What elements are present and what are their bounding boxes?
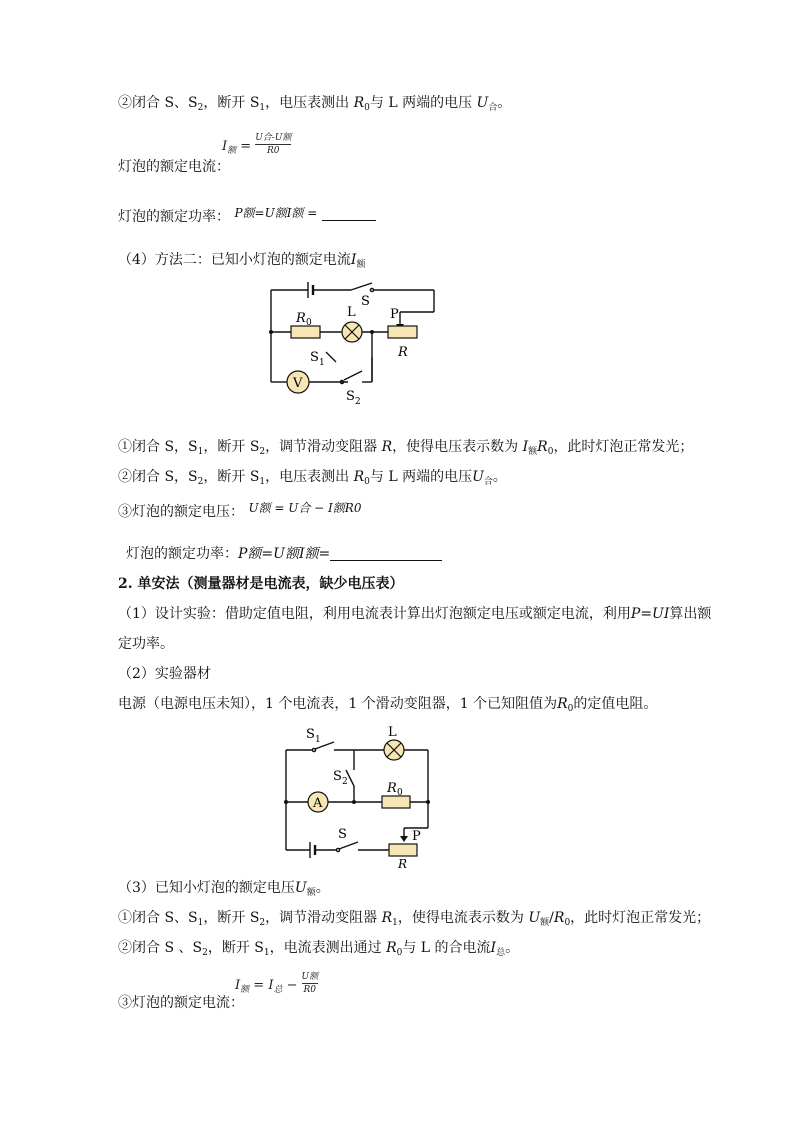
method1-step2: ②闭合 S、$S_2$，断开 $S_1$，电压表测出 $R_0$与 L 两端的电压 $U_合$。 [118, 95, 512, 113]
section2-materials-head: （2）实验器材 [118, 666, 211, 682]
svg-text:S: S [306, 727, 315, 742]
section2-design-cont: 定功率。 [118, 636, 174, 652]
method2-step2: ②闭合 S，$S_2$，断开 $S_1$，电压表测出 $R_0$与 L 两端的电压$U_合$。 [118, 469, 507, 487]
formula-rated-current-1: $I_额$ = U合-U额 R0 [222, 133, 292, 156]
svg-text:S: S [338, 827, 347, 842]
svg-text:S: S [361, 294, 370, 309]
svg-text:0: 0 [397, 788, 403, 798]
svg-text:S: S [333, 769, 342, 784]
section2-materials: 电源（电源电压未知），1 个电流表，1 个滑动变阻器，1 个已知阻值为$R_0$的定值电阻。 [118, 696, 658, 714]
method2-power: 灯泡的额定功率：P额=U额I额= [126, 544, 442, 564]
svg-text:1: 1 [319, 358, 325, 368]
section2-step3: ③灯泡的额定电流： [118, 995, 244, 1011]
svg-text:P: P [412, 829, 421, 844]
svg-text:S: S [310, 350, 319, 365]
method2-step3: ③灯泡的额定电压： U额 = U合 − I额R0 [118, 501, 362, 520]
svg-text:2: 2 [355, 397, 361, 407]
svg-text:L: L [388, 725, 397, 740]
svg-text:V: V [293, 376, 303, 391]
formula-rated-current-2: $I_额 = I_总$ − U额 R0 [235, 972, 319, 995]
svg-text:A: A [313, 796, 323, 811]
svg-text:P: P [390, 307, 399, 322]
method2-heading: （4）方法二：已知小灯泡的额定电流$I_额$ [118, 252, 366, 270]
section2-step1: ①闭合 S、$S_1$，断开 $S_2$，调节滑动变阻器 $R_1$，使得电流表示数为 $U_额/R_0$，此时灯泡正常发光； [118, 910, 711, 928]
section2-part3: （3）已知小灯泡的额定电压$U_额$。 [118, 880, 330, 898]
svg-text:0: 0 [306, 318, 312, 328]
svg-text:S: S [346, 389, 355, 404]
circuit-diagram-voltmeter [258, 272, 448, 412]
svg-text:R: R [398, 345, 408, 360]
circuit-diagram-ammeter [272, 722, 442, 872]
section2-title: 2. 单安法（测量器材是电流表，缺少电压表） [118, 576, 404, 592]
section2-step2: ②闭合 S 、$S_2$，断开 $S_1$，电流表测出通过 $R_0$与 L 的合电流$I_总$。 [118, 940, 520, 958]
svg-text:R: R [387, 781, 397, 796]
svg-text:L: L [347, 305, 356, 320]
section2-design: （1）设计实验：借助定值电阻，利用电流表计算出灯泡额定电压或额定电流，利用P=UI算出额 [118, 606, 712, 622]
svg-text:R: R [398, 857, 408, 871]
svg-text:1: 1 [315, 735, 321, 745]
svg-text:R: R [296, 311, 306, 326]
rated-current-label-1: 灯泡的额定电流： [118, 159, 230, 175]
method2-step1: ①闭合 S，$S_1$，断开 $S_2$，调节滑动变阻器 R，使得电压表示数为 $I_额R_0$，此时灯泡正常发光； [118, 439, 694, 457]
rated-power-line-1: 灯泡的额定功率： P额=U额I额 = [118, 203, 376, 227]
svg-text:2: 2 [342, 777, 348, 787]
